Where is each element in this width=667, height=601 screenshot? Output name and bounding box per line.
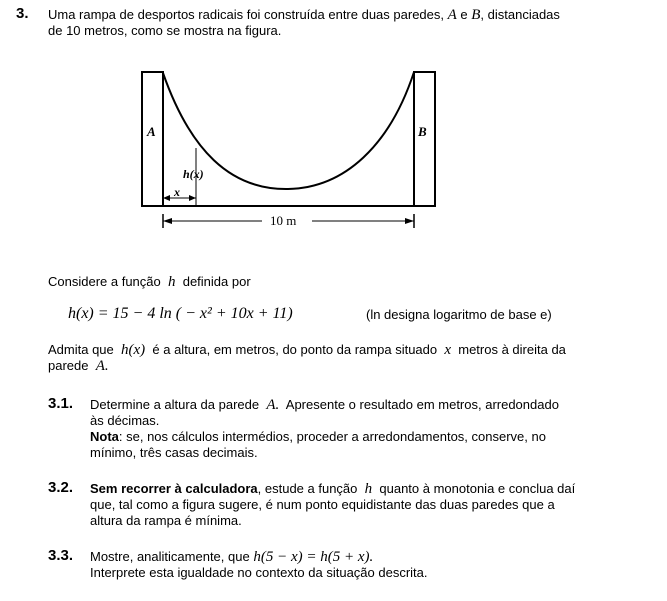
q31-number: 3.1. xyxy=(48,395,74,412)
q31-text: Determine a altura da parede A. Apresente o resultado em metros, arredondado às décimas. Nota: se, nos cálculos intermédios, proceder a arredondamentos, conserve, no mínimo, três casas decimais. xyxy=(90,397,559,460)
q33-number: 3.3. xyxy=(48,547,74,564)
label-hx: h(x) xyxy=(183,167,204,181)
wall-a xyxy=(142,72,163,206)
dim-arrow-right xyxy=(405,218,414,224)
label-b: B xyxy=(418,124,427,139)
q32-text: Sem recorrer à calculadora, estude a função h quanto à monotonia e conclua daí que, tal como a figura sugere, é num ponto equidistante das duas paredes que a altura da rampa é mínima. xyxy=(90,481,576,528)
function-formula: h(x) = 15 − 4 ln ( − x² + 10x + 11) xyxy=(68,305,293,322)
dim-arrow-left xyxy=(163,218,172,224)
problem-number: 3. xyxy=(16,5,29,22)
q33-text: Mostre, analiticamente, que h(5 − x) = h(5 + x). Interprete esta igualdade no contexto da situação descrita. xyxy=(90,549,428,580)
wall-b xyxy=(414,72,435,206)
admit-text: Admita que h(x) é a altura, em metros, do ponto da rampa situado x metros à direita da parede A. xyxy=(48,342,566,374)
problem-intro: Uma rampa de desportos radicais foi construída entre duas paredes, A e B, distanciadas de 10 metros, como se mostra na figura. xyxy=(48,7,560,38)
x-arrow-left xyxy=(163,195,170,201)
label-x: x xyxy=(174,185,180,199)
ln-note: (ln designa logaritmo de base e) xyxy=(366,307,552,322)
label-a: A xyxy=(147,124,156,139)
x-arrow-right xyxy=(189,195,196,201)
label-distance: 10 m xyxy=(270,213,297,228)
function-intro: Considere a função h definida por xyxy=(48,274,251,290)
q32-number: 3.2. xyxy=(48,479,74,496)
ramp-figure xyxy=(0,0,667,245)
